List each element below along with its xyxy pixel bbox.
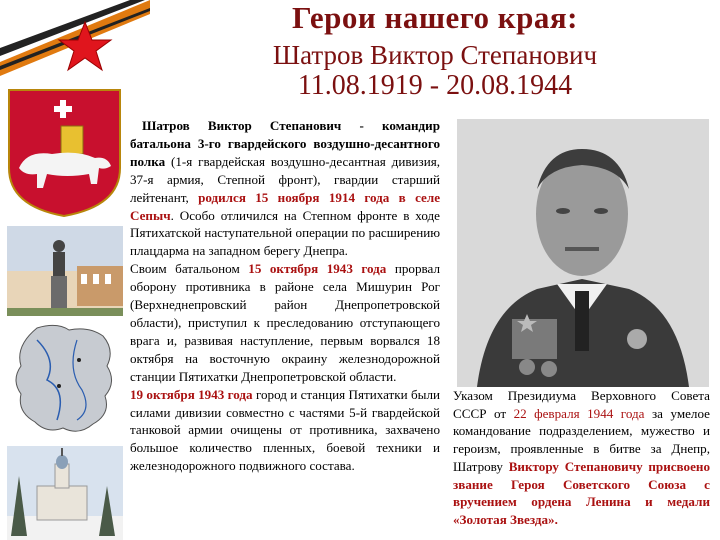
- award-text-part: Указом Президиума Верховного Совета СССР от: [453, 388, 710, 421]
- bio-birth-highlight: родился 15 ноября 1914 года в селе Сепыч: [130, 189, 441, 223]
- hero-dates: 11.08.1919 - 20.08.1944: [297, 70, 573, 101]
- bio-name-highlight: Шатров Виктор Степанович - командир батальона 3-го гвардейского воздушно-десантного полка: [130, 118, 440, 169]
- bio-text: город и станция Пятихатки были силами дивизии совместно с частями 5-й гвардейской танковой армии очищены от противника, захвачено большое количество пленных, боевой техники и железнодорожного подвижного состава.: [130, 386, 440, 474]
- award-text: [453, 387, 710, 529]
- bio-paragraph-1: [130, 117, 440, 260]
- bio-text: (1-я гвардейская воздушно-десантная дивизия, 37-я армия, Степной фронт), гвардии старший лейтенант,: [130, 153, 440, 205]
- page-title: Герои нашего края:: [291, 0, 579, 35]
- award-date: 22 февраля 1944 года: [513, 405, 645, 421]
- award-text-part: за умелое командование подразделением, мужество и героизм, проявленные в битве за Днепр, Шатрову: [453, 405, 710, 474]
- bio-text: прорвал оборону противника в районе села Мишурин Рог (Верхнеднепровский район Днепропетровской области), приступил к преследованию отступающего врага и, развивая наступление, первым ворвался 18 октября на восточную окраину железнодорожной станции Пятихатки Днепропетровской области.: [130, 261, 440, 384]
- portrait-photo: [457, 119, 709, 387]
- bio-paragraph-2: [130, 260, 440, 385]
- hero-name: Шатров Виктор Степанович: [272, 40, 598, 70]
- award-hero-name: Виктору Степановичу: [508, 458, 643, 474]
- bio-paragraph-3: [130, 386, 440, 476]
- bio-text: . Особо отличился на Степном фронте в ходе Пятихатской наступательной операции по расширению плацдарма на западном берегу Днепра.: [130, 207, 440, 259]
- coat-of-arms-icon: [7, 88, 122, 218]
- bio-text: Своим батальоном: [130, 261, 249, 277]
- star-ribbon-icon: [0, 0, 150, 80]
- region-map: [7, 320, 123, 438]
- award-title-highlight: присвоено звание Героя Советского Союза с вручением ордена Ленина и медали «Золотая Звезда».: [453, 458, 710, 527]
- church-photo: [7, 446, 123, 540]
- biography-text: [130, 117, 440, 475]
- monument-photo: [7, 226, 123, 316]
- bio-date-highlight: 19 октября 1943 года: [130, 386, 253, 402]
- bio-date-highlight: 15 октября 1943 года: [248, 261, 387, 277]
